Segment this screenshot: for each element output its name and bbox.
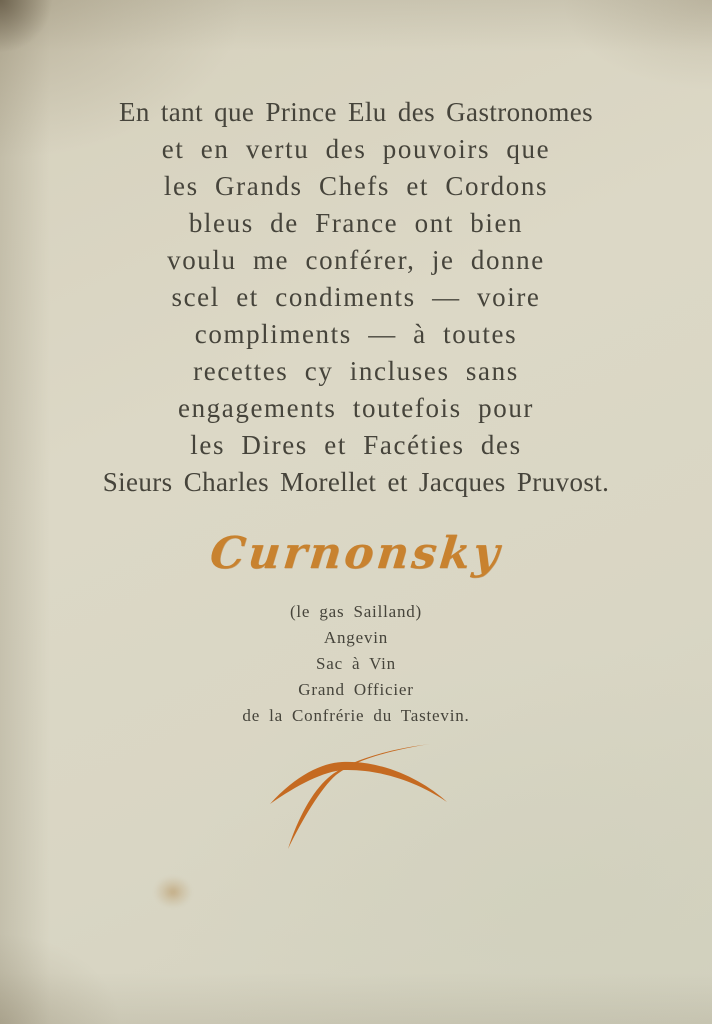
- proclamation-line: voulu me conférer, je donne: [167, 245, 545, 275]
- flourish-swash-icon: [240, 738, 480, 858]
- proclamation-line: compliments — à toutes: [194, 319, 518, 349]
- attribution-line: Angevin: [323, 628, 389, 647]
- proclamation-line: recettes cy incluses sans: [193, 356, 519, 386]
- proclamation-line: scel et condiments — voire: [171, 282, 541, 312]
- attribution-line: de la Confrérie du Tastevin.: [242, 706, 470, 725]
- proclamation-line: En tant que Prince Elu des Gastronomes: [118, 97, 594, 127]
- attribution-line: (le gas Sailland): [289, 602, 423, 621]
- attribution-line: Grand Officier: [298, 680, 414, 699]
- proclamation-line: Sieurs Charles Morellet et Jacques Pruvost.: [102, 467, 610, 497]
- proclamation-line: les Grands Chefs et Cordons: [163, 171, 549, 201]
- proclamation-line: bleus de France ont bien: [188, 208, 524, 238]
- proclamation-line: engagements toutefois pour: [177, 393, 535, 423]
- paper-stain: [154, 876, 192, 908]
- proclamation-line: les Dires et Facéties des: [190, 430, 522, 460]
- signature-curnonsky: Curnonsky: [207, 528, 505, 579]
- attribution-text: [0, 599, 712, 729]
- proclamation-line: et en vertu des pouvoirs que: [161, 134, 551, 164]
- attribution-line: Sac à Vin: [316, 654, 396, 673]
- proclamation-text: [0, 94, 712, 501]
